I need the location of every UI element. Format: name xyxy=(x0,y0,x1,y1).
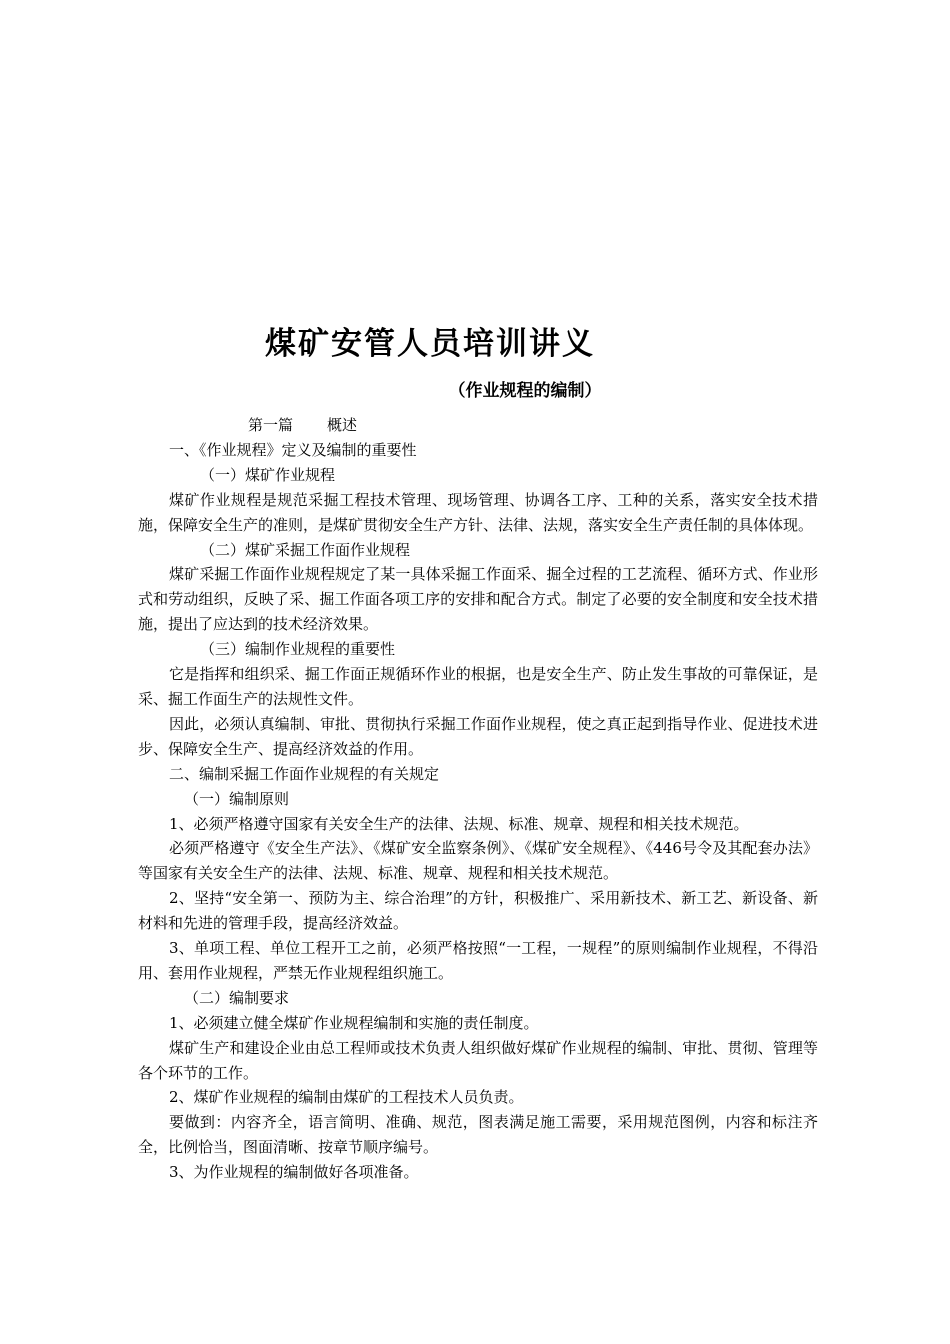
subsection-heading: （一）编制原则 xyxy=(184,789,290,808)
paragraph: 它是指挥和组织采、掘工作面正规循环作业的根据，也是安全生产、防止发生事故的可靠保证，是采、掘工作面生产的法规性文件。 xyxy=(138,665,818,708)
paragraph: 2、坚持“安全第一、预防为主、综合治理”的方针，积极推广、采用新技术、新工艺、新设备、新材料和先进的管理手段，提高经济效益。 xyxy=(138,889,818,933)
chapter-label: 第一篇 xyxy=(248,416,294,434)
paragraph: 1、必须严格遵守国家有关安全生产的法律、法规、标准、规章、规程和相关技术规范。 xyxy=(169,814,749,833)
section-heading: 一、《作业规程》定义及编制的重要性 xyxy=(169,440,417,459)
document-subtitle: （作业规程的编制） xyxy=(448,381,602,401)
subsection-heading: （二）编制要求 xyxy=(184,988,290,1007)
chapter-heading xyxy=(138,413,818,438)
paragraph: 必须严格遵守《安全生产法》、《煤矿安全监察条例》、《煤矿安全规程》、《446号令及其配套办法》等国家有关安全生产的法律、法规、标准、规章、规程和相关技术规范。 xyxy=(138,839,818,883)
chapter-name: 概述 xyxy=(327,416,358,434)
paragraph: 1、必须建立健全煤矿作业规程编制和实施的责任制度。 xyxy=(169,1013,539,1032)
paragraph: 煤矿采掘工作面作业规程规定了某一具体采掘工作面采、掘全过程的工艺流程、循环方式、作业形式和劳动组织，反映了采、掘工作面各项工序的安排和配合方式。制定了必要的安全制度和安全技术措施，提出了应达到的技术经济效果。 xyxy=(138,565,818,634)
section-heading: 二、编制采掘工作面作业规程的有关规定 xyxy=(169,764,440,783)
subsection-heading: （一）煤矿作业规程 xyxy=(200,465,336,484)
paragraph: 煤矿生产和建设企业由总工程师或技术负责人组织做好煤矿作业规程的编制、审批、贯彻、管理等各个环节的工作。 xyxy=(138,1038,818,1082)
paragraph: 要做到：内容齐全，语言简明、准确、规范，图表满足施工需要，采用规范图例，内容和标注齐全，比例恰当，图面清晰、按章节顺序编号。 xyxy=(138,1113,818,1157)
document-body xyxy=(138,413,818,1185)
paragraph: 因此，必须认真编制、审批、贯彻执行采掘工作面作业规程，使之真正起到指导作业、促进技术进步、保障安全生产、提高经济效益的作用。 xyxy=(138,714,818,758)
subsection-heading: （二）煤矿采掘工作面作业规程 xyxy=(200,540,411,559)
paragraph: 2、煤矿作业规程的编制由煤矿的工程技术人员负责。 xyxy=(169,1088,524,1107)
paragraph: 3、单项工程、单位工程开工之前，必须严格按照“一工程，一规程”的原则编制作业规程，不得沿用、套用作业规程，严禁无作业规程组织施工。 xyxy=(138,939,818,982)
paragraph: 煤矿作业规程是规范采掘工程技术管理、现场管理、协调各工序、工种的关系，落实安全技术措施，保障安全生产的准则，是煤矿贯彻安全生产方针、法律、法规，落实安全生产责任制的具体体现。 xyxy=(138,490,818,534)
paragraph: 3、为作业规程的编制做好各项准备。 xyxy=(169,1163,419,1182)
document-title: 煤矿安管人员培训讲义 xyxy=(265,326,595,362)
subsection-heading: （三）编制作业规程的重要性 xyxy=(200,640,396,659)
